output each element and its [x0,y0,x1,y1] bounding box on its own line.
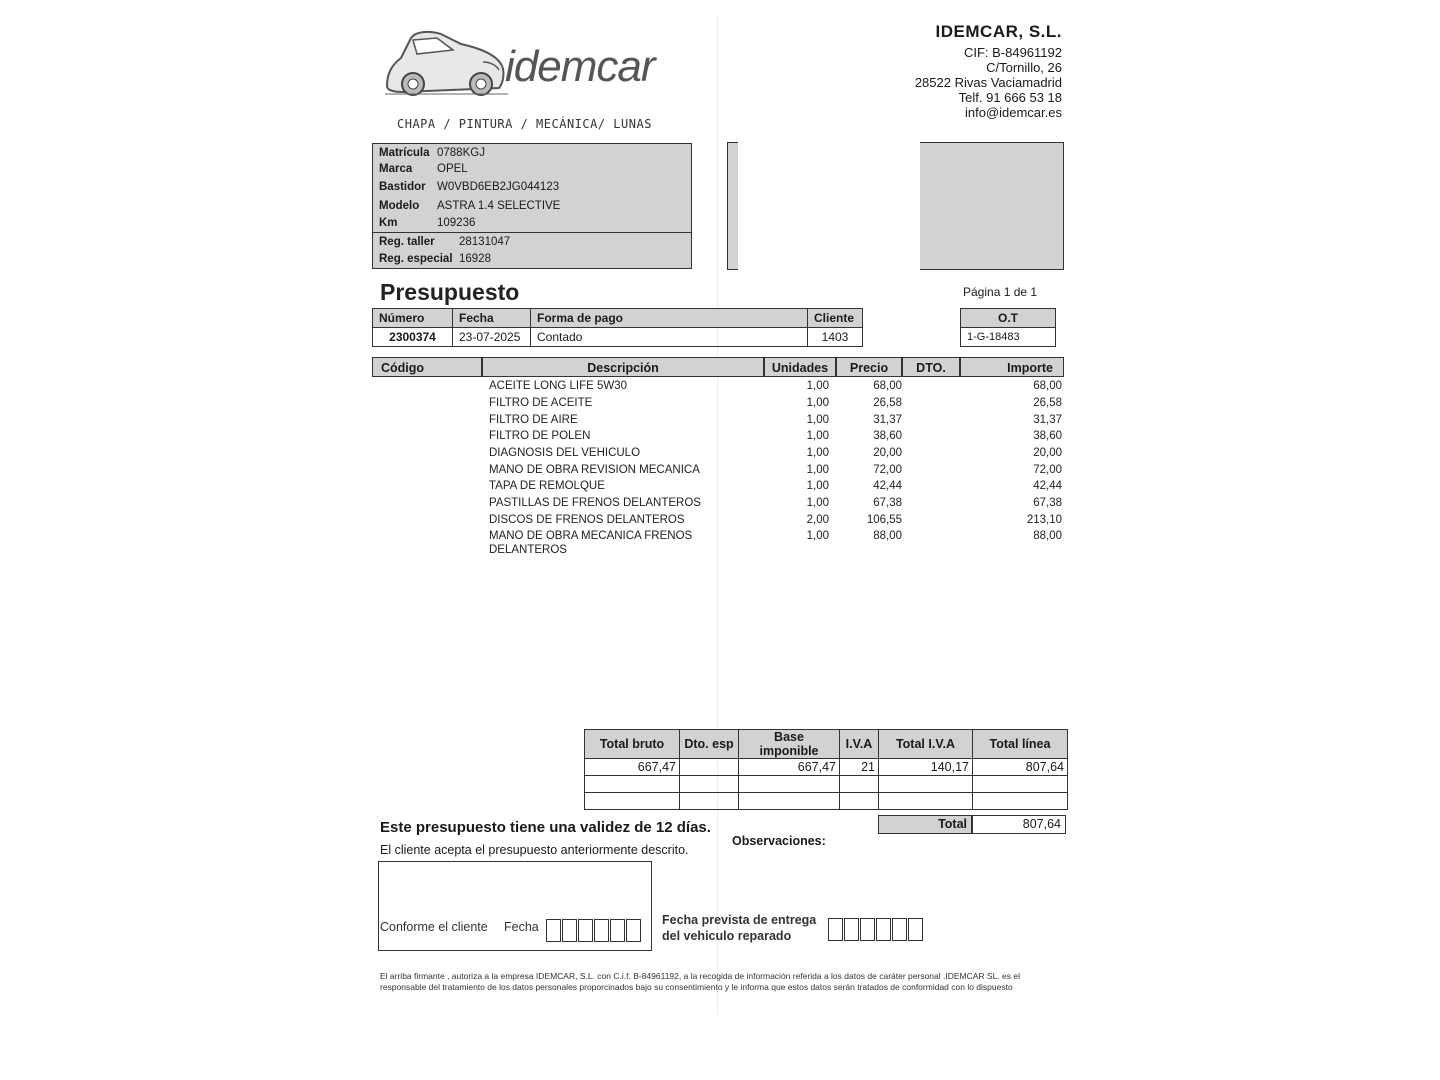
date-digit-box[interactable] [626,919,641,942]
line-price: 88,00 [873,530,902,542]
line-desc: ACEITE LONG LIFE 5W30 [489,380,628,392]
car-icon [383,28,508,100]
redacted-area [738,133,920,278]
line-units: 1,00 [806,430,829,442]
company-cif: CIF: B-84961192 [963,45,1062,60]
client-address-box [727,142,1064,270]
line-units: 1,00 [806,497,829,509]
delivery-date-label-1: Fecha prevista de entrega [662,913,817,927]
company-email: info@idemcar.es [964,105,1062,120]
importe-header: Importe [960,357,1064,377]
date-digit-box[interactable] [562,919,577,942]
legal-notice [380,971,1070,993]
line-items [0,380,1440,565]
company-street: C/Tornillo, 26 [986,60,1062,75]
line-price: 38,60 [873,430,902,442]
redacted-cell [863,309,961,328]
line-amount: 72,00 [1033,464,1062,476]
delivery-date-boxes[interactable] [828,918,924,946]
validity-text: Este presupuesto tiene una validez de 12 días. [380,819,711,836]
logo-tagline: CHAPA / PINTURA / MECÁNICA/ LUNAS [397,117,652,131]
descripcion-header: Descripción [482,357,764,377]
line-price: 106,55 [866,514,902,526]
totals-table [584,729,1068,810]
conforme-label: Conforme el cliente [380,920,488,934]
line-units: 2,00 [806,514,829,526]
line-desc: MANO DE OBRA REVISION MECANICA [489,464,700,476]
line-price: 20,00 [873,447,902,459]
empty-cell [739,776,840,793]
vehicle-row: Reg. taller 28131047 [379,236,511,248]
company-logo [383,28,653,103]
line-price: 31,37 [873,414,902,426]
empty-cell [840,793,879,810]
line-price: 68,00 [873,380,902,392]
date-digit-box[interactable] [594,919,609,942]
precio-header: Precio [836,357,902,377]
vehicle-row: Marca OPEL [379,163,468,175]
line-desc: FILTRO DE AIRE [489,414,578,426]
page-number: Página 1 de 1 [963,285,1038,299]
legal-line: responsable del tratamiento de los datos personales proporcinados bajo su consentimiento y le informa que estos datos serán tratados de conformidad con lo dispuesto [380,982,1013,992]
iva-value: 21 [840,759,879,776]
logo-text: idemcar [505,42,655,91]
base-imponible-value: 667,47 [739,759,840,776]
line-amount: 26,58 [1033,397,1062,409]
date-digit-box[interactable] [892,918,907,941]
line-desc: MANO DE OBRA MECANICA FRENOS [489,530,693,542]
total-bruto-value: 667,47 [585,759,680,776]
dto-esp-header: Dto. esp [680,730,739,759]
empty-cell [973,776,1068,793]
lines-header [372,357,1064,377]
ot-header: O.T [961,309,1056,328]
empty-cell [879,776,973,793]
document-title: Presupuesto [380,279,520,305]
line-units: 1,00 [806,464,829,476]
unidades-header: Unidades [764,357,836,377]
line-price: 26,58 [873,397,902,409]
date-digit-box[interactable] [546,919,561,942]
line-amount: 42,44 [1033,480,1062,492]
empty-cell [879,793,973,810]
date-digit-box[interactable] [876,918,891,941]
empty-cell [739,793,840,810]
line-desc: FILTRO DE ACEITE [489,397,593,409]
line-price: 72,00 [873,464,902,476]
total-value: 807,64 [972,815,1066,834]
dto-esp-value [680,759,739,776]
cliente-header: Cliente [808,309,863,328]
line-amount: 38,60 [1033,430,1062,442]
total-label: Total [878,815,972,834]
company-city: 28522 Rivas Vaciamadrid [914,75,1062,90]
date-digit-box[interactable] [828,918,843,941]
vehicle-divider [373,232,691,233]
total-linea-value: 807,64 [973,759,1068,776]
codigo-header: Código [372,357,482,377]
acceptance-text: El cliente acepta el presupuesto anteriormente descrito. [380,843,689,857]
line-desc-continued: DELANTEROS [489,544,567,556]
fecha-label: Fecha [504,920,539,934]
line-amount: 31,37 [1033,414,1062,426]
line-desc: TAPA DE REMOLQUE [489,480,605,492]
ot-value: 1-G-18483 [961,328,1056,347]
redacted-cell [863,328,961,347]
line-desc: DIAGNOSIS DEL VEHICULO [489,447,641,459]
date-digit-box[interactable] [860,918,875,941]
cliente-value: 1403 [808,328,863,347]
empty-cell [840,776,879,793]
line-desc: PASTILLAS DE FRENOS DELANTEROS [489,497,701,509]
fecha-value: 23-07-2025 [453,328,531,347]
date-digit-box[interactable] [908,918,923,941]
line-units: 1,00 [806,447,829,459]
line-amount: 68,00 [1033,380,1062,392]
line-units: 1,00 [806,380,829,392]
line-amount: 213,10 [1026,514,1062,526]
empty-cell [680,776,739,793]
legal-line: El arriba firmante , autoriza a la empresa IDEMCAR, S.L. con C.i.f. B-84961192, a la recogida de información referida a los datos de caráter personal .IDEMCAR SL. es el [380,971,1021,981]
line-units: 1,00 [806,414,829,426]
date-digit-box[interactable] [578,919,593,942]
empty-cell [680,793,739,810]
vehicle-row: Bastidor W0VBD6EB2JG044123 [379,181,560,193]
date-digit-box[interactable] [844,918,859,941]
line-units: 1,00 [806,530,829,542]
signature-date-boxes[interactable] [546,919,642,947]
line-price: 42,44 [873,480,902,492]
numero-value: 2300374 [373,328,453,347]
fecha-header: Fecha [453,309,531,328]
signature-box[interactable] [378,861,652,951]
line-desc: FILTRO DE POLEN [489,430,591,442]
dto-header: DTO. [902,357,960,377]
date-digit-box[interactable] [610,919,625,942]
line-units: 1,00 [806,480,829,492]
vehicle-row: Matrícula 0788KGJ [379,147,485,159]
vehicle-info-box [372,143,692,269]
vehicle-row: Reg. especial 16928 [379,253,491,265]
total-bruto-header: Total bruto [585,730,680,759]
line-desc: DISCOS DE FRENOS DELANTEROS [489,514,685,526]
total-linea-header: Total línea [973,730,1068,759]
forma-pago-header: Forma de pago [531,309,808,328]
total-iva-value: 140,17 [879,759,973,776]
line-amount: 88,00 [1033,530,1062,542]
line-amount: 20,00 [1033,447,1062,459]
company-phone: Telf. 91 666 53 18 [958,90,1062,105]
empty-cell [973,793,1068,810]
line-amount: 67,38 [1033,497,1062,509]
vehicle-row: Km 109236 [379,217,476,229]
delivery-date-label-2: del vehiculo reparado [662,929,792,943]
numero-header: Número [373,309,453,328]
vehicle-row: Modelo ASTRA 1.4 SELECTIVE [379,200,561,212]
total-iva-header: Total I.V.A [879,730,973,759]
observaciones-label: Observaciones: [732,834,826,848]
company-name: IDEMCAR, S.L. [935,22,1062,41]
company-info [762,22,1062,120]
line-price: 67,38 [873,497,902,509]
empty-cell [585,776,680,793]
line-units: 1,00 [806,397,829,409]
document-header-table [372,308,1056,347]
empty-cell [585,793,680,810]
base-imponible-header: Base imponible [739,730,840,759]
forma-pago-value: Contado [531,328,808,347]
iva-header: I.V.A [840,730,879,759]
